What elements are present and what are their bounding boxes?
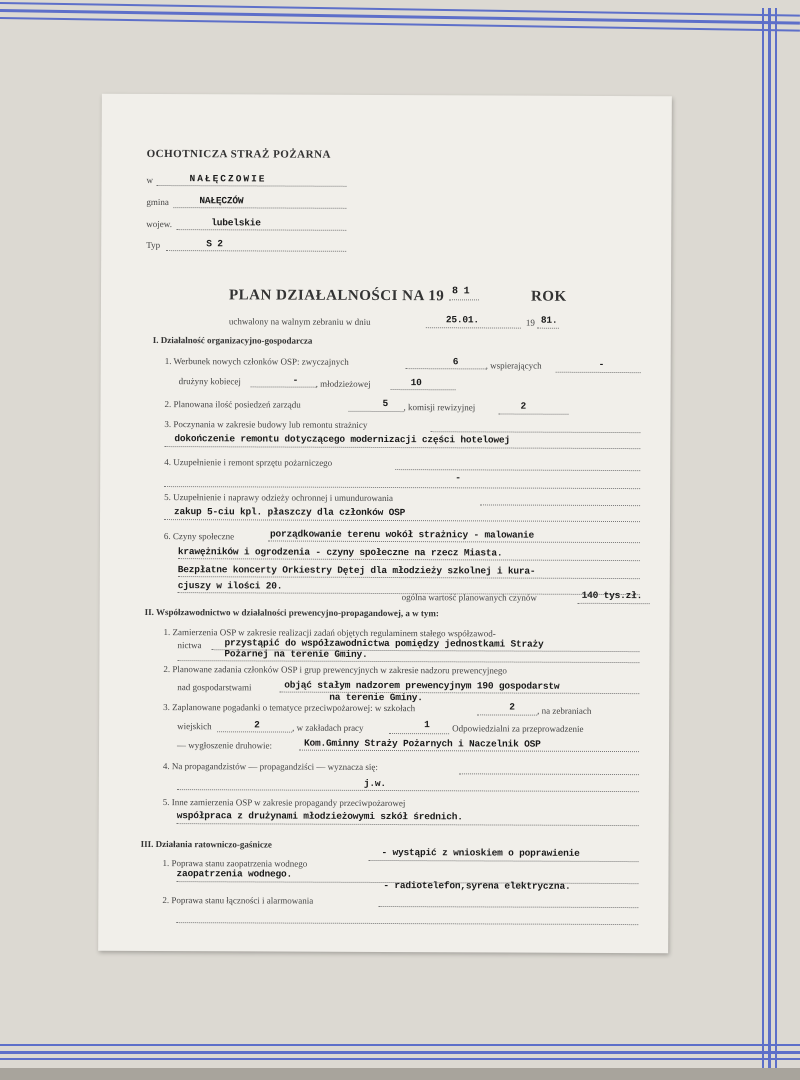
s2-item2-label-cont: nad gospodarstwami <box>177 682 252 693</box>
s1-item1-regular: 6 <box>452 356 459 368</box>
s2-item5-label: 5. Inne zamierzenia OSP w zakresie propagandy przeciwpożarowej <box>162 797 406 809</box>
s1-item2-audit-label: , komisji rewizyjnej <box>403 402 476 413</box>
s1-item3-value: dokończenie remontu dotyczącego modernizacji części hotelowej <box>174 433 510 446</box>
s2-item3-label: 3. Zaplanowane pogadanki o tematyce przeciwpożarowej: w szkołach <box>163 702 416 714</box>
s2-item1-label: 1. Zamierzenia OSP w zakresie realizacji zadań objętych regulaminem stałego współzawod- <box>163 627 496 639</box>
s2-item3-speakers: Kom.Gminny Straży Pożarnych i Naczelnik OSP <box>304 737 541 750</box>
s2-item3-meetings-label: , na zebraniach <box>537 705 592 716</box>
plan-title: PLAN DZIAŁALNOŚCI NA 19 <box>228 287 445 305</box>
s1-item1-label: 1. Werbunek nowych członków OSP: zwyczajnych <box>164 356 349 367</box>
w-value: NAŁĘCZOWIE <box>189 173 267 185</box>
s2-item3-village-label: wiejskich <box>177 721 212 732</box>
border-line-right <box>762 8 764 1073</box>
s2-item5-value: współpraca z drużynami młodzieżowymi szkół średnich. <box>176 810 463 823</box>
s1-item6-label: 6. Czyny społeczne <box>163 531 235 542</box>
s2-item3-workplaces-label: , w zakładach pracy <box>292 722 364 733</box>
s2-item4-value: j.w. <box>363 777 386 790</box>
s2-item1-label-cont: nictwa <box>177 640 202 651</box>
section-3-heading: III. Działania ratowniczo-gaśnicze <box>140 838 272 850</box>
meeting-year: 81. <box>540 314 558 326</box>
border-line-bottom <box>0 1058 800 1060</box>
border-line-bottom <box>0 1044 800 1046</box>
form-sheet <box>98 94 672 953</box>
plan-year: 8 1 <box>451 286 470 298</box>
border-line-top <box>0 9 800 25</box>
s3-item2-label: 2. Poprawa stanu łączności i alarmowania <box>162 895 314 906</box>
border-line-right <box>775 8 777 1073</box>
s2-item3-village: 2 <box>254 719 260 731</box>
s1-item1-women: - <box>292 374 299 386</box>
s1-item1-youth: 10 <box>410 377 422 389</box>
s1-item1-youth-label: , młodzieżowej <box>315 378 371 389</box>
s2-item3-workplaces: 1 <box>424 719 430 731</box>
s1-item2-board-meetings: 5 <box>382 397 389 410</box>
s2-item3-responsible-label: Odpowiedzialni za przeprowadzenie <box>452 723 584 734</box>
date-year-prefix: 19 <box>525 317 535 328</box>
border-line-bottom <box>0 1051 800 1054</box>
s2-item3-speakers-label: — wygłoszenie druhowie: <box>177 740 273 751</box>
s2-item4-label: 4. Na propagandzistów — propagandziści — wyznacza się: <box>162 761 378 772</box>
s2-item2-line1: objąć stałym nadzorem prewencyjnym 190 gospodarstw <box>284 679 560 692</box>
s2-item3-schools: 2 <box>509 701 515 713</box>
s1-item5-value: zakup 5-ciu kpl. płaszczy dla członków OSP <box>174 506 406 519</box>
typ-value: S 2 <box>206 238 223 250</box>
s2-item1-line1: przystąpić do współzawodnictwa pomiędzy jednostkami Straży <box>224 637 544 650</box>
s3-item1-line2: zaopatrzenia wodnego. <box>176 868 293 880</box>
s3-item1-line1: - wystąpić z wnioskiem o poprawienie <box>381 846 580 859</box>
s1-item6-total-value: 140 tys.zł. <box>581 589 643 602</box>
section-2-heading: II. Współzawodnictwo w działalności prewencyjno-propagandowej, a w tym: <box>144 606 439 619</box>
w-label: w <box>146 174 154 185</box>
s1-item5-label: 5. Uzupełnienie i naprawy odzieży ochronnej i umundurowania <box>164 492 394 504</box>
s1-item4-value: - <box>455 472 461 484</box>
border-line-right <box>768 8 771 1073</box>
s1-item6-total-label: ogólna wartość planowanych czynów <box>401 592 537 603</box>
s1-item1-supporting: - <box>598 358 605 370</box>
s1-item1-women-label: drużyny kobiecej <box>178 376 241 387</box>
s3-item2-value: - radiotelefon,syrena elektryczna. <box>383 879 571 892</box>
s2-item2-line2: na terenie Gminy. <box>329 691 423 704</box>
s1-item1-supporting-label: , wspierających <box>485 360 542 371</box>
gmina-label: gmina <box>146 196 169 208</box>
org-name: OCHOTNICZA STRAŻ POŻARNA <box>146 147 331 161</box>
s1-item2-audit: 2 <box>520 400 527 412</box>
wojew-value: lubelskie <box>211 217 261 229</box>
plan-rok: ROK <box>530 288 567 305</box>
s3-item1-label: 1. Poprawa stanu zaopatrzenia wodnego <box>162 858 308 869</box>
s1-item6-line2: krawężników i ogrodzenia - czyny społeczne na rzecz Miasta. <box>177 546 503 559</box>
s2-item1-line2: Pożarnej na terenie Gminy. <box>224 648 368 660</box>
uchwalony-text: uchwalony na walnym zebraniu w dniu <box>228 316 371 327</box>
s1-item3-label: 3. Poczynania w zakresie budowy lub remontu strażnicy <box>164 419 368 430</box>
gmina-value: NAŁĘCZÓW <box>199 195 244 207</box>
wojew-label: wojew. <box>146 218 172 230</box>
s1-item6-line4: cjuszy w ilości 20. <box>177 580 283 592</box>
s1-item6-line1: porządkowanie terenu wokół strażnicy - malowanie <box>269 528 535 541</box>
s1-item4-label: 4. Uzupełnienie i remont sprzętu pożarniczego <box>164 457 333 468</box>
section-1-heading: I. Działalność organizacyjno-gospodarcza <box>152 334 313 346</box>
typ-label: Typ <box>146 239 161 251</box>
meeting-date: 25.01. <box>445 314 479 326</box>
s2-item2-label: 2. Planowane zadania członków OSP i grup prewencyjnych w zakresie nadzoru prewencyjnego <box>163 664 507 676</box>
s1-item2-label: 2. Planowana ilość posiedzeń zarządu <box>164 399 301 410</box>
s1-item6-line3: Bezpłatne koncerty Orkiestry Dętej dla młodzieży szkolnej i kura- <box>177 564 536 577</box>
